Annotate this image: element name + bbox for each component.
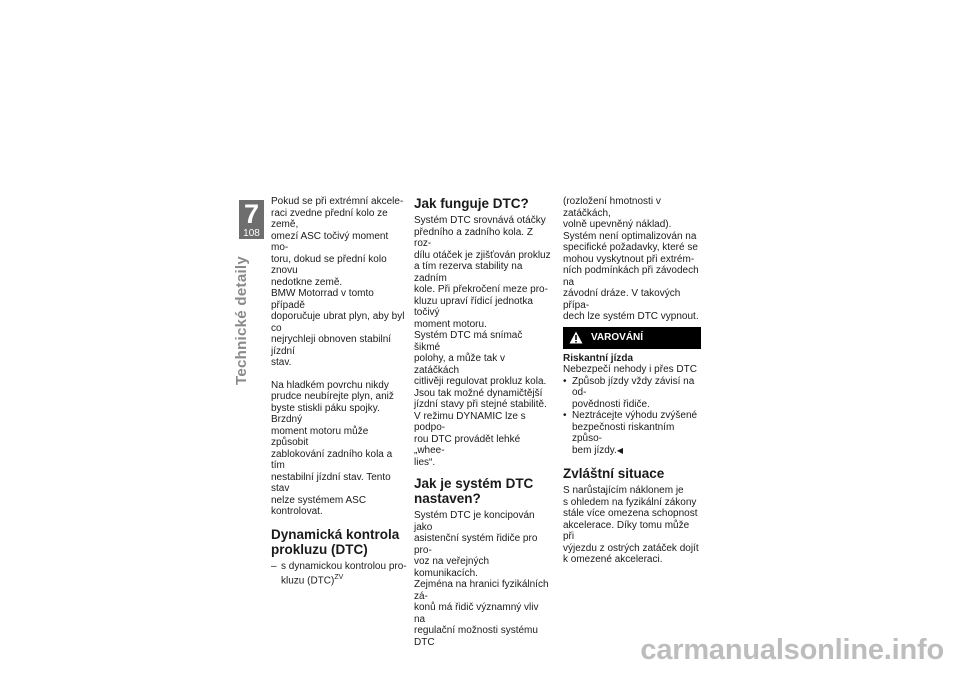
column-2 bbox=[414, 196, 551, 648]
paragraph-lean-sensor: Systém DTC má snímač šikmé polohy, a může tak v zatáčkách citlivěji regulovat prokluz kola. Jsou tak možné dynamičtější jízdní stavy při stejné stabilitě. V režimu DYNAMIC lze s podpo- rou DTC provádět lehké „whee- lies“. bbox=[414, 330, 547, 468]
warning-subtitle: Nebezpečí nehody i přes DTC bbox=[563, 364, 697, 375]
warning-label: VAROVÁNÍ bbox=[591, 331, 644, 343]
paragraph-dtc-concept: Systém DTC je koncipován jako asistenční systém řidiče pro pro- voz na veřejných komunikacích. Zejména na hranici fyzikálních zá- konů má řidič významný vliv na regulační možnosti systému DTC bbox=[414, 510, 549, 648]
warning-triangle-icon bbox=[569, 331, 583, 344]
paragraph-dtc-compares: Systém DTC srovnává otáčky předního a zadního kola. Z roz- dílu otáček je zjišťován prokluz a tím rezerva stability na zadním kole. Při překročení meze pro- kluzu upraví řídicí jednotka točivý moment motoru. bbox=[414, 215, 551, 330]
warning-bullet-1: • Způsob jízdy vždy závisí na od- povědnosti řidiče. bbox=[563, 376, 701, 411]
end-marker-icon: ◀ bbox=[616, 445, 623, 455]
optional-equipment-marker: ZV bbox=[334, 574, 344, 581]
column-1 bbox=[271, 196, 408, 587]
chapter-number: 7 bbox=[243, 199, 260, 229]
column-3 bbox=[563, 196, 701, 566]
paragraph-smooth-surface: Na hladkém povrchu nikdy prudce neubírejte plyn, aniž byste stiskli páku spojky. Brzdný moment motoru může způsobit zablokování zadního kola a tím nestabilní jízdní stav. Tento stav nelze systémem ASC kontrolovat. bbox=[271, 379, 394, 517]
watermark: carmanualsonline.info bbox=[640, 634, 944, 666]
warning-banner bbox=[563, 327, 701, 349]
heading-special-situations: Zvláštní situace bbox=[563, 466, 665, 481]
page-number: 108 bbox=[243, 228, 260, 239]
warning-title: Riskantní jízda bbox=[563, 352, 634, 364]
chapter-tab bbox=[239, 200, 264, 239]
paragraph-not-optimized: Systém není optimalizován na specifické požadavky, které se mohou vyskytnout při extrém- ních podmínkách při závodech na závodní dráze. V takových přípa- dech lze systém DTC vypnout. bbox=[563, 230, 699, 322]
paragraph-continuation: (rozložení hmotnosti v zatáčkách, volně upevněný náklad). bbox=[563, 196, 672, 230]
paragraph-asc-wheelie: Pokud se při extrémní akcele- raci zvedne přední kolo ze země, omezí ASC točivý moment mo- toru, dokud se přední kolo znovu nedotkne země. bbox=[271, 196, 404, 288]
heading-dtc: Dynamická kontrola prokluzu (DTC) bbox=[271, 526, 400, 557]
warning-bullet-2: • Neztrácejte výhodu zvýšené bezpečnosti riskantním způso- bem jízdy.◀ bbox=[563, 410, 701, 456]
paragraph-lean-acceleration: S narůstajícím náklonem je s ohledem na fyzikální zákony stále více omezena schopnost akcelerace. Díky tomu může při výjezdu z ostrých zatáček dojít k omezené akceleraci. bbox=[563, 485, 699, 565]
optional-equipment-note: – s dynamickou kontrolou pro- kluzu (DTC)$^{ZV}$ bbox=[271, 561, 408, 587]
section-title-vertical: Technické detaily bbox=[233, 255, 250, 385]
heading-dtc-setup: Jak je systém DTC nastaven? bbox=[414, 476, 534, 506]
heading-how-dtc-works: Jak funguje DTC? bbox=[414, 196, 529, 211]
paragraph-bmw-recommendation: BMW Motorrad v tomto případě doporučuje ubrat plyn, aby byl co nejrychleji obnoven stabilní jízdní stav. bbox=[271, 288, 405, 368]
